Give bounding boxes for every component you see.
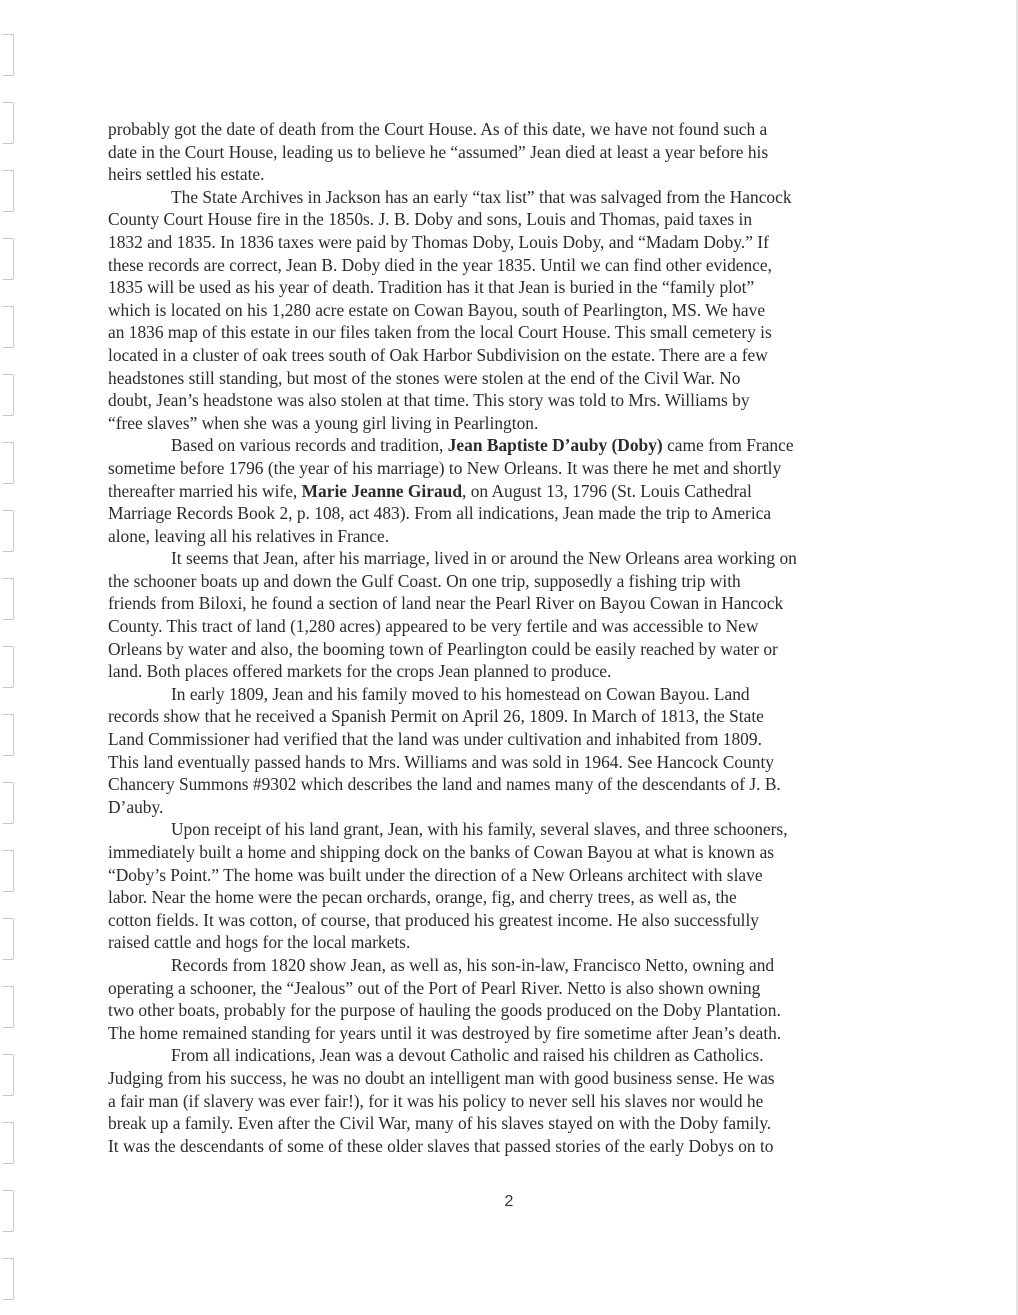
text-line — [108, 389, 892, 412]
punch-hole — [3, 510, 14, 552]
text-run: Orleans by water and also, the booming town of Pearlington could be easily reached by water or — [108, 638, 778, 659]
text-line — [108, 1090, 892, 1113]
text-run: The State Archives in Jackson has an early “tax list” that was salvaged from the Hancock — [171, 186, 792, 207]
text-line — [108, 299, 892, 322]
text-run: which is located on his 1,280 acre estate on Cowan Bayou, south of Pearlington, MS. We have — [108, 299, 766, 320]
text-run: Upon receipt of his land grant, Jean, with his family, several slaves, and three schooners, — [171, 819, 788, 840]
text-run: these records are correct, Jean B. Doby died in the year 1835. Until we can find other evidence, — [108, 254, 772, 275]
punch-hole — [3, 850, 14, 892]
text-line — [108, 434, 892, 457]
text-line — [108, 615, 892, 638]
text-run: labor. Near the home were the pecan orchards, orange, fig, and cherry trees, as well as, the — [108, 887, 737, 908]
punch-hole — [3, 714, 14, 756]
text-run: came from France — [662, 435, 794, 456]
text-line — [108, 502, 892, 525]
text-run: Chancery Summons #9302 which describes the land and names many of the descendants of J. B. — [108, 774, 781, 795]
text-line — [108, 276, 892, 299]
text-line — [108, 412, 892, 435]
text-run: heirs settled his estate. — [108, 164, 265, 185]
text-line — [108, 886, 892, 909]
text-run: , on August 13, 1796 (St. Louis Cathedral — [462, 480, 752, 501]
text-line — [108, 954, 892, 977]
text-run: This land eventually passed hands to Mrs. Williams and was sold in 1964. See Hancock County — [108, 751, 775, 772]
text-run: land. Both places offered markets for the crops Jean planned to produce. — [108, 661, 612, 682]
paragraph — [108, 1044, 892, 1157]
text-run: doubt, Jean’s headstone was also stolen at that time. This story was told to Mrs. Williams by — [108, 390, 750, 411]
text-line — [108, 705, 892, 728]
bold-name: Marie Jeanne Giraud — [301, 480, 462, 501]
text-line — [108, 1044, 892, 1067]
text-run: alone, leaving all his relatives in France. — [108, 525, 390, 546]
text-run: records show that he received a Spanish Permit on April 26, 1809. In March of 1813, the State — [108, 706, 764, 727]
bold-name: Jean Baptiste D’auby (Doby) — [447, 435, 663, 456]
punch-hole — [3, 442, 14, 484]
text-line — [108, 751, 892, 774]
text-run: an 1836 map of this estate in our files taken from the local Court House. This small cemetery is — [108, 322, 772, 343]
text-run: located in a cluster of oak trees south of Oak Harbor Subdivision on the estate. There are a few — [108, 344, 768, 365]
text-run: date in the Court House, leading us to believe he “assumed” Jean died at least a year before his — [108, 141, 769, 162]
text-run: operating a schooner, the “Jealous” out of the Port of Pearl River. Netto is also shown owning — [108, 977, 761, 998]
text-run: Records from 1820 show Jean, as well as, his son-in-law, Francisco Netto, owning and — [171, 954, 775, 975]
text-line — [108, 208, 892, 231]
punch-hole — [3, 918, 14, 960]
text-line — [108, 773, 892, 796]
text-line — [108, 638, 892, 661]
text-line — [108, 796, 892, 819]
text-line — [108, 547, 892, 570]
punch-hole — [3, 102, 14, 144]
text-line — [108, 728, 892, 751]
text-line — [108, 118, 892, 141]
punch-hole — [3, 34, 14, 76]
punch-hole — [3, 306, 14, 348]
text-line — [108, 186, 892, 209]
text-line — [108, 999, 892, 1022]
text-run: Based on various records and tradition, — [171, 435, 448, 456]
text-line — [108, 367, 892, 390]
text-line — [108, 1112, 892, 1135]
punch-hole — [3, 986, 14, 1028]
text-run: Judging from his success, he was no doubt an intelligent man with good business sense. He was — [108, 1067, 775, 1088]
text-line — [108, 931, 892, 954]
text-run: From all indications, Jean was a devout Catholic and raised his children as Catholics. — [171, 1045, 764, 1066]
text-line — [108, 141, 892, 164]
binder-punch-holes — [0, 0, 22, 1315]
punch-hole — [3, 238, 14, 280]
text-run: 1832 and 1835. In 1836 taxes were paid by Thomas Doby, Louis Doby, and “Madam Doby.” If — [108, 231, 769, 252]
text-line — [108, 570, 892, 593]
paragraph — [108, 434, 892, 547]
punch-hole — [3, 1054, 14, 1096]
text-run: County Court House fire in the 1850s. J. B. Doby and sons, Louis and Thomas, paid taxes in — [108, 209, 753, 230]
text-line — [108, 683, 892, 706]
text-run: Marriage Records Book 2, p. 108, act 483). From all indications, Jean made the trip to America — [108, 503, 772, 524]
page-number: 2 — [504, 1193, 514, 1210]
text-run: headstones still standing, but most of the stones were stolen at the end of the Civil War. No — [108, 367, 741, 388]
text-line — [108, 660, 892, 683]
text-line — [108, 480, 892, 503]
text-run: friends from Biloxi, he found a section of land near the Pearl River on Bayou Cowan in Hancock — [108, 593, 784, 614]
text-line — [108, 1135, 892, 1158]
punch-hole — [3, 646, 14, 688]
text-run: break up a family. Even after the Civil War, many of his slaves stayed on with the Doby family. — [108, 1113, 772, 1134]
text-run: probably got the date of death from the Court House. As of this date, we have not found such a — [108, 119, 768, 139]
text-line — [108, 977, 892, 1000]
document-body — [108, 118, 892, 1157]
text-line — [108, 909, 892, 932]
punch-hole — [3, 578, 14, 620]
text-line — [108, 457, 892, 480]
punch-hole — [3, 1258, 14, 1300]
text-run: immediately built a home and shipping dock on the banks of Cowan Bayou at what is known as — [108, 842, 775, 862]
punch-hole — [3, 170, 14, 212]
text-run: two other boats, probably for the purpose of hauling the goods produced on the Doby Plantation. — [108, 1000, 781, 1021]
text-line — [108, 525, 892, 548]
text-line — [108, 344, 892, 367]
text-line — [108, 1067, 892, 1090]
text-run: 1835 will be used as his year of death. Tradition has it that Jean is buried in the “family plot” — [108, 277, 755, 298]
text-run: D’auby. — [108, 796, 164, 817]
paragraph — [108, 954, 892, 1044]
paragraph — [108, 818, 892, 954]
paragraph — [108, 683, 892, 819]
punch-hole — [3, 782, 14, 824]
text-run: Land Commissioner had verified that the land was under cultivation and inhabited from 1809. — [108, 729, 762, 750]
text-run: The home remained standing for years until it was destroyed by fire sometime after Jean’s death. — [108, 1022, 782, 1043]
paragraph — [108, 547, 892, 683]
text-line — [108, 163, 892, 186]
text-run: sometime before 1796 (the year of his marriage) to New Orleans. It was there he met and shortly — [108, 457, 782, 478]
paragraph — [108, 186, 892, 435]
text-run: a fair man (if slavery was ever fair!), for it was his policy to never sell his slaves nor would he — [108, 1090, 764, 1111]
paragraph — [108, 118, 892, 186]
text-line — [108, 592, 892, 615]
punch-hole — [3, 374, 14, 416]
text-line — [108, 254, 892, 277]
text-run: raised cattle and hogs for the local markets. — [108, 932, 411, 953]
text-run: cotton fields. It was cotton, of course, that produced his greatest income. He also successfully — [108, 909, 760, 930]
text-run: “Doby’s Point.” The home was built under the direction of a New Orleans architect with slave — [108, 864, 763, 885]
punch-hole — [3, 1122, 14, 1164]
text-run: thereafter married his wife, — [108, 480, 302, 501]
text-run: It was the descendants of some of these older slaves that passed stories of the early Dobys on to — [108, 1135, 774, 1156]
text-line — [108, 1022, 892, 1045]
text-line — [108, 818, 892, 841]
text-run: It seems that Jean, after his marriage, lived in or around the New Orleans area working on — [171, 548, 797, 569]
text-run: In early 1809, Jean and his family moved to his homestead on Cowan Bayou. Land — [171, 683, 750, 704]
text-line — [108, 841, 892, 864]
text-line — [108, 231, 892, 254]
text-line — [108, 864, 892, 887]
text-run: County. This tract of land (1,280 acres) appeared to be very fertile and was accessible to New — [108, 616, 759, 637]
text-run: the schooner boats up and down the Gulf Coast. On one trip, supposedly a fishing trip with — [108, 570, 741, 591]
text-run: “free slaves” when she was a young girl living in Pearlington. — [108, 412, 539, 433]
text-line — [108, 321, 892, 344]
